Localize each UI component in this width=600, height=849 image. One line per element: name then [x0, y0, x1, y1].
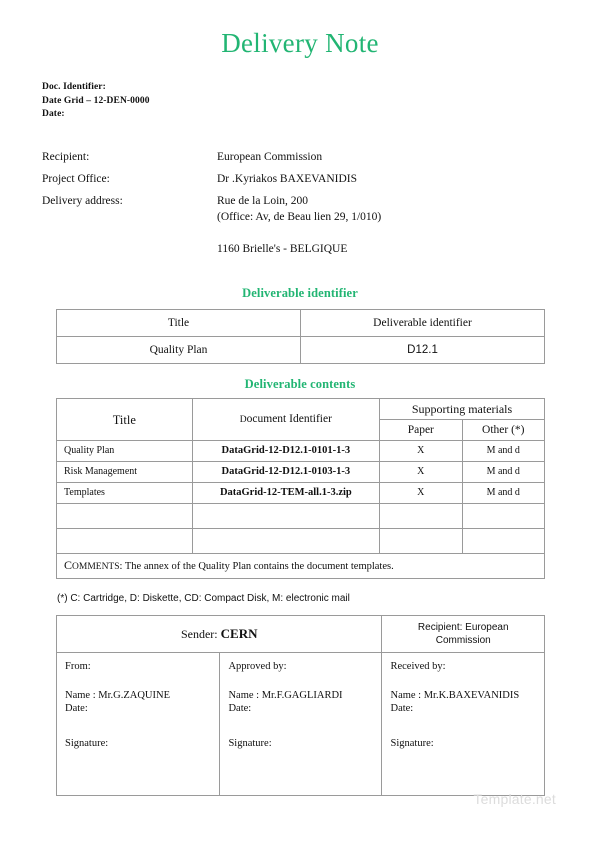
header-title: Title — [57, 310, 301, 337]
header-deliverable-identifier: Deliverable identifier — [301, 310, 545, 337]
delivery-address-line-1: Rue de la Loin, 200 — [217, 195, 309, 207]
header-title: Title — [57, 399, 193, 441]
cell-paper — [380, 504, 462, 529]
comments-text: : The annex of the Quality Plan contains the document templates. — [119, 561, 394, 572]
signature-role-label: Received by: — [390, 661, 446, 672]
deliverable-contents-table — [56, 398, 545, 579]
cell-title: Risk Management — [57, 462, 193, 483]
cell-paper — [380, 529, 462, 554]
cell-document-identifier — [192, 504, 379, 529]
cell-title — [57, 504, 193, 529]
cell-title: Templates — [57, 483, 193, 504]
signature-name: Name : Mr.K.BAXEVANIDIS — [390, 690, 520, 701]
header-paper: Paper — [380, 420, 462, 441]
table-header-row — [57, 310, 545, 337]
signature-name: Name : Mr.F.GAGLIARDI — [228, 690, 343, 701]
signature-column-received-by — [382, 653, 545, 796]
recipient-row — [42, 149, 542, 165]
header-document-identifier-initial: D — [239, 415, 247, 425]
delivery-address-line-2: (Office: Av, de Beau lien 29, 1/010) — [217, 211, 382, 223]
comments-row — [57, 554, 545, 579]
signature-date-label: Date: — [65, 703, 88, 714]
deliverable-identifier-table — [56, 309, 545, 364]
signature-table — [56, 615, 545, 796]
cell-other — [462, 529, 544, 554]
recipient-header — [382, 616, 545, 653]
cell-document-identifier: DataGrid-12-D12.1-0101-1-3 — [192, 441, 379, 462]
cell-comments — [57, 554, 545, 579]
materials-legend-footnote: (*) C: Cartridge, D: Diskette, CD: Compact Disk, M: electronic mail — [57, 593, 350, 604]
deliverable-contents-heading: Deliverable contents — [244, 377, 356, 391]
signature-date-label: Date: — [390, 703, 414, 714]
header-document-identifier — [192, 399, 379, 441]
sender-header — [57, 616, 382, 653]
table-row — [57, 504, 545, 529]
table-header-row-1 — [57, 399, 545, 420]
comments-label-initial: C — [64, 558, 73, 572]
cell-document-identifier: DataGrid-12-D12.1-0103-1-3 — [192, 462, 379, 483]
delivery-address-line-3: 1160 Brielle's - BELGIQUE — [217, 243, 348, 255]
signature-header-row — [57, 616, 545, 653]
delivery-address-row — [42, 193, 542, 257]
signature-column-approved-by — [220, 653, 382, 796]
page-title: Delivery Note — [221, 28, 379, 58]
signature-body-row — [57, 653, 545, 796]
signature-line-label: Signature: — [390, 738, 434, 749]
doc-date-label: Date: — [42, 109, 65, 119]
table-row — [57, 337, 545, 364]
deliverable-identifier-heading: Deliverable identifier — [242, 286, 358, 300]
signature-name: Name : Mr.G.ZAQUINE — [65, 690, 170, 701]
recipient-label: Recipient: — [42, 151, 90, 163]
cell-other: M and d — [462, 483, 544, 504]
cell-other: M and d — [462, 462, 544, 483]
recipient-header-line-1: Recipient: European — [417, 622, 509, 633]
project-office-label: Project Office: — [42, 173, 110, 185]
project-office-value: Dr .Kyriakos BAXEVANIDIS — [217, 173, 358, 185]
signature-role-label: From: — [65, 661, 91, 672]
cell-title: Quality Plan — [57, 337, 301, 364]
delivery-address-value — [217, 193, 381, 257]
cell-deliverable-identifier: D12.1 — [301, 337, 545, 364]
doc-identifier-label: Doc. Identifier: — [42, 82, 106, 92]
cell-other — [462, 504, 544, 529]
cell-document-identifier: DataGrid-12-TEM-all.1-3.zip — [192, 483, 379, 504]
recipient-value: European Commission — [217, 151, 323, 163]
table-row — [57, 529, 545, 554]
signature-line-label: Signature: — [65, 738, 109, 749]
table-row — [57, 441, 545, 462]
header-supporting-materials: Supporting materials — [380, 399, 545, 420]
cell-document-identifier — [192, 529, 379, 554]
watermark: Template.net — [473, 791, 556, 807]
header-document-identifier-rest: ocument Identifier — [246, 413, 332, 425]
table-row — [57, 483, 545, 504]
address-block — [42, 149, 542, 257]
signature-column-from — [57, 653, 220, 796]
sender-prefix: Sender: — [180, 627, 218, 641]
signature-line-label: Signature: — [228, 738, 272, 749]
cell-paper: X — [380, 462, 462, 483]
delivery-address-label: Delivery address: — [42, 195, 123, 207]
cell-other: M and d — [462, 441, 544, 462]
project-office-row — [42, 171, 542, 187]
doc-identifier-value: Date Grid – 12-DEN-0000 — [42, 95, 150, 106]
cell-title: Quality Plan — [57, 441, 193, 462]
doc-identifier-block — [42, 81, 150, 122]
signature-date-label: Date: — [228, 703, 252, 714]
signature-role-label: Approved by: — [228, 661, 287, 672]
cell-paper: X — [380, 441, 462, 462]
table-row — [57, 462, 545, 483]
cell-title — [57, 529, 193, 554]
comments-label — [64, 558, 120, 572]
comments-label-rest: OMMENTS — [72, 562, 120, 572]
sender-name: CERN — [220, 626, 258, 641]
header-other: Other (*) — [462, 420, 544, 441]
cell-paper: X — [380, 483, 462, 504]
recipient-header-line-2: Commission — [435, 635, 491, 646]
